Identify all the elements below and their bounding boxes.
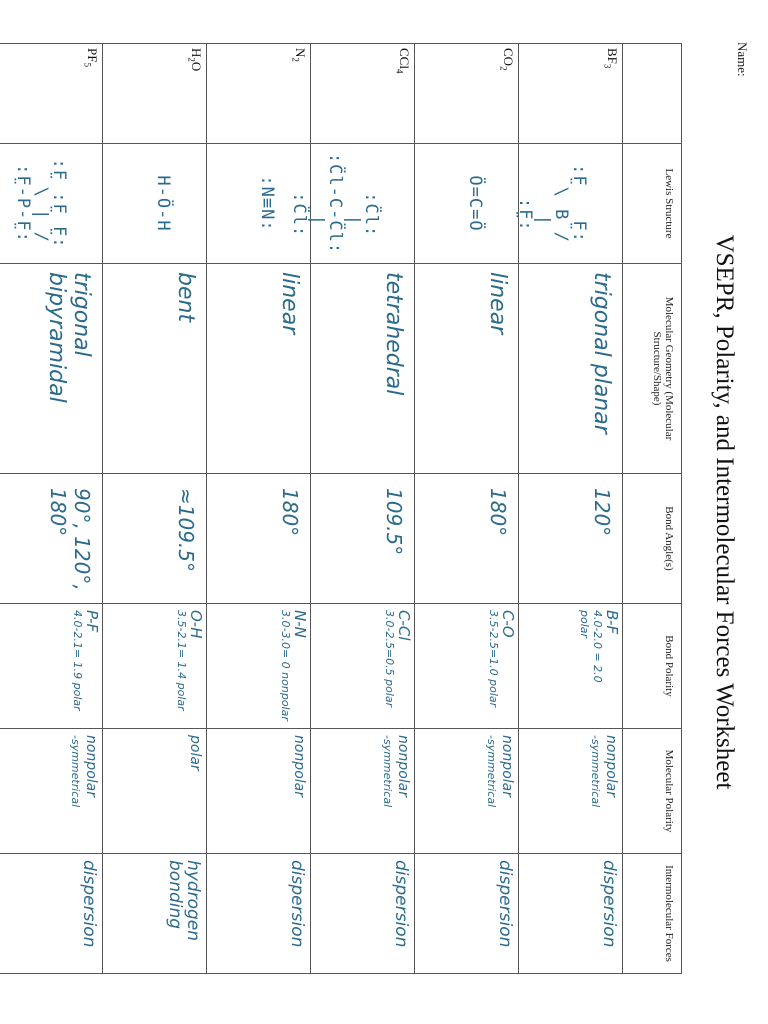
column-header-molecular-polarity: Molecular Polarity: [623, 729, 682, 854]
geometry-value: linear: [277, 272, 302, 335]
table-header-row: [623, 44, 682, 974]
angle-cell: [207, 474, 311, 604]
lewis-structure: :F̤ F̤: \ B / | :F̤:: [515, 164, 589, 243]
table-row: [103, 44, 207, 974]
geometry-cell: [207, 264, 311, 474]
formula: $BF_3$: [602, 48, 620, 69]
formula: $PF_5$: [82, 48, 100, 67]
table-row: [207, 44, 311, 974]
imf-cell: [415, 854, 519, 974]
geometry-value: trigonal planar: [589, 272, 614, 434]
formula-cell: [519, 44, 623, 144]
lewis-structure: Ö=C=Ö: [465, 175, 485, 232]
bond-polarity-cell: [103, 604, 207, 729]
lewis-cell: [103, 144, 207, 264]
geometry-cell: [0, 264, 103, 474]
formula: $N_2$: [290, 48, 308, 62]
bond-polarity-cell: [415, 604, 519, 729]
imf-cell: [0, 854, 103, 974]
lewis-structure: :N≡N:: [257, 175, 277, 232]
imf-value: dispersion: [599, 860, 619, 948]
geometry-cell: [415, 264, 519, 474]
molecular-polarity-cell: [519, 729, 623, 854]
table-row: [0, 44, 103, 974]
bond-polarity-cell: [311, 604, 415, 729]
angle-cell: [0, 474, 103, 604]
bond-polarity-value: O-H 3.5-2.1= 1.4 polar: [175, 610, 205, 711]
molecular-polarity-cell: [311, 729, 415, 854]
lewis-structure: :F̤ :F̤ F̤: \ | / :F̤-P-F̤:: [13, 158, 69, 249]
imf-cell: [519, 854, 623, 974]
angle-value: 180°: [486, 488, 510, 537]
imf-cell: [103, 854, 207, 974]
molecular-polarity-cell: [103, 729, 207, 854]
bond-polarity-value: N-N 3.0-3.0= 0 nonpolar: [279, 610, 309, 721]
angle-cell: [415, 474, 519, 604]
column-header-angle: Bond Angle(s): [623, 474, 682, 604]
molecular-polarity-cell: [207, 729, 311, 854]
column-header-bond-polarity: Bond Polarity: [623, 604, 682, 729]
geometry-value: trigonal bipyramidal: [44, 272, 94, 403]
angle-cell: [103, 474, 207, 604]
formula-cell: [0, 44, 103, 144]
column-header: [623, 44, 682, 144]
molecular-polarity-cell: [0, 729, 103, 854]
bond-polarity-value: B-F 4.0-2.0 = 2.0 polar: [578, 610, 621, 683]
imf-value: dispersion: [391, 860, 411, 948]
molecular-polarity-value: nonpolar -symmetrical: [589, 735, 619, 808]
molecular-polarity-value: nonpolar -symmetrical: [69, 735, 99, 808]
formula: $CO_2$: [498, 48, 516, 71]
angle-cell: [311, 474, 415, 604]
angle-cell: [519, 474, 623, 604]
bond-polarity-value: P-F 4.0-2.1= 1.9 polar: [71, 610, 101, 711]
molecular-polarity-value: nonpolar: [291, 735, 307, 797]
imf-value: hydrogen bonding: [165, 860, 203, 942]
geometry-cell: [519, 264, 623, 474]
imf-cell: [207, 854, 311, 974]
lewis-cell: [0, 144, 103, 264]
formula: $H_2O$: [186, 48, 204, 72]
angle-value: 90°, 120°, 180°: [46, 488, 94, 591]
bond-polarity-value: C-O 3.5-2.5=1.0 polar: [487, 610, 517, 708]
bond-polarity-cell: [519, 604, 623, 729]
molecular-polarity-value: polar: [187, 735, 203, 771]
formula-cell: [415, 44, 519, 144]
name-label: Name:: [735, 42, 750, 77]
lewis-cell: [207, 144, 311, 264]
angle-value: 109.5°: [382, 488, 406, 556]
bond-polarity-cell: [0, 604, 103, 729]
lewis-structure: :C̈l: | :C̈l-C-C̈l: | :C̈l:: [289, 152, 381, 255]
imf-value: dispersion: [79, 860, 99, 948]
angle-value: 120°: [590, 488, 614, 537]
table-row: [519, 44, 623, 974]
table-row: [311, 44, 415, 974]
geometry-value: linear: [485, 272, 510, 335]
formula-cell: [103, 44, 207, 144]
imf-value: dispersion: [495, 860, 515, 948]
column-header-geometry: Molecular Geometry (Molecular Structure/Shape): [623, 264, 682, 474]
lewis-cell: [289, 144, 415, 264]
formula-cell: [207, 44, 311, 144]
table-row: [415, 44, 519, 974]
column-header-lewis: Lewis Structure: [623, 144, 682, 264]
angle-value: 180°: [278, 488, 302, 537]
molecular-polarity-cell: [415, 729, 519, 854]
formula-cell: [311, 44, 415, 144]
geometry-cell: [311, 264, 415, 474]
lewis-cell: [515, 144, 623, 264]
molecular-polarity-value: nonpolar -symmetrical: [485, 735, 515, 808]
angle-value: ≈109.5°: [174, 488, 198, 573]
bond-polarity-cell: [207, 604, 311, 729]
molecular-polarity-value: nonpolar -symmetrical: [381, 735, 411, 808]
geometry-value: bent: [173, 272, 198, 323]
formula: CCl$_4$: [394, 48, 412, 74]
geometry-cell: [103, 264, 207, 474]
imf-cell: [311, 854, 415, 974]
column-header-imf: Intermolecular Forces: [623, 854, 682, 974]
imf-value: dispersion: [287, 860, 307, 948]
lewis-cell: [415, 144, 519, 264]
page-title: VSEPR, Polarity, and Intermolecular Forces Worksheet: [711, 234, 738, 790]
lewis-structure: H-Ö-H: [153, 175, 173, 232]
geometry-value: tetrahedral: [381, 272, 406, 396]
bond-polarity-value: C-Cl 3.0-2.5=0.5 polar: [383, 610, 413, 708]
worksheet-table: [0, 43, 682, 974]
